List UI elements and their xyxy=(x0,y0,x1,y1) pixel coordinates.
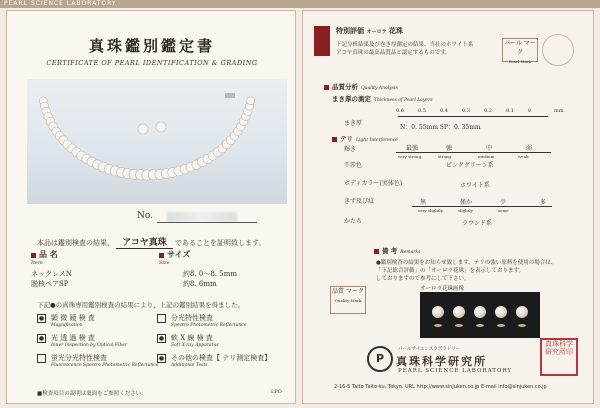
special-desc-1: 下記分析結果及び巻き厚測定の結果、当社のホワイト系 xyxy=(336,42,474,48)
scale-tick: 0.2 xyxy=(484,108,492,114)
aurora-pearl xyxy=(432,306,444,318)
size-value-2: 約8. 6mm xyxy=(183,280,217,288)
body-color-value: ホワイト系 xyxy=(460,182,490,189)
test-item: 分光特性検査 Spectro Photometric Reflectance xyxy=(157,313,247,328)
test-item: ● 光 透 過 検 査 Inner Inspection by Optical Fiber xyxy=(38,334,128,348)
item-label-en: Item xyxy=(31,260,43,266)
accent-bar xyxy=(314,26,330,56)
scale-tick: 0.3 xyxy=(462,108,470,114)
necklace-pearl xyxy=(247,97,255,105)
test-item: ● その他の検査【 テリ測定検査】 Additional Tests xyxy=(158,354,272,368)
remarks-line-2: 「下記総合評価」の「オーロラ花珠」を表示しております。 xyxy=(376,268,525,274)
surface-label: きず及び紋 xyxy=(344,198,375,205)
psl-logo-icon: P xyxy=(367,346,393,372)
result-value: アコヤ真珠 xyxy=(116,235,173,249)
size-value-1: 約8. 0～8. 5mm xyxy=(183,270,237,278)
nacre-unit: mm xyxy=(554,108,564,114)
shape-value: ラウンド系 xyxy=(462,220,493,227)
luster-label: テリ Light Interference xyxy=(332,134,398,143)
certificate-title: 真珠鑑別鑑定書 xyxy=(88,37,215,55)
test-item: ● 顕 微 鏡 検 査 Magnification xyxy=(38,314,95,328)
certificate-subtitle: CERTIFICATE OF PEARL IDENTIFICATION & GRADING xyxy=(46,59,258,67)
number-underline xyxy=(157,222,257,223)
quality-head: 品質分析 Quality Analysis xyxy=(324,82,398,91)
result-statement xyxy=(37,235,265,249)
remarks-item: オーロラ花珠画像 xyxy=(420,286,465,292)
size-label: サイズ Size xyxy=(159,249,191,266)
body-color-label: ボディカラー(実体色) xyxy=(344,180,403,187)
necklace-photo xyxy=(27,79,287,204)
scale-tick: 無 xyxy=(420,199,427,206)
pearl-mark-icon xyxy=(542,34,574,66)
earring-pearl xyxy=(156,122,166,132)
pearl-reflection xyxy=(455,324,463,327)
aurora-pearl-image xyxy=(420,292,540,338)
scale-tick: 0.1 xyxy=(506,108,514,114)
lab-kana: パールサイエンスラボラトリー xyxy=(398,347,461,352)
aurora-pearl xyxy=(453,306,465,318)
iridescence-label: 干渉色 xyxy=(344,162,363,169)
left-page xyxy=(6,10,296,404)
nacre-value: N：0. 55mm SP：0. 35mm xyxy=(400,124,481,131)
scale-tick: strong xyxy=(438,154,452,159)
scale-tick: 0.6 xyxy=(396,108,404,114)
scale-tick: 0.5 xyxy=(418,108,426,114)
scale-tick: 僅か xyxy=(460,199,473,206)
footnote: ■検査項目の説明は裏面をご参照ください。 xyxy=(37,391,147,397)
scale-tick: very strong xyxy=(398,154,422,159)
certificate-number-redacted xyxy=(167,212,237,222)
result-suffix: であることを証明致します。 xyxy=(175,239,266,247)
shape-label: かたち xyxy=(344,218,363,225)
pearl-mark-badge: パール マーク Pearl Mark xyxy=(502,38,538,62)
scale-tick: 0 xyxy=(528,108,532,114)
form-code: LPO xyxy=(271,389,282,395)
aurora-pearl xyxy=(474,306,486,318)
special-label: 特別評価 オーロラ 花珠 xyxy=(336,26,403,35)
lab-name-en: PEARL SCIENCE LABORATORY xyxy=(398,368,513,374)
nacre-value-label: まき厚 xyxy=(344,120,363,127)
earring-pearl xyxy=(138,124,148,134)
scale-tick: slightly xyxy=(458,208,473,213)
scale-tick: very slightly xyxy=(418,208,443,213)
scale-tick: 強 xyxy=(446,145,453,152)
luster-bar xyxy=(396,152,551,153)
nacre-label: まき厚の測定 Thickness of Pearl Layers xyxy=(332,95,433,103)
remarks-head: 備 考 Remarks xyxy=(374,246,420,255)
quality-mark-badge: 品質 マーク Quality Mark xyxy=(330,286,366,314)
lab-seal: 真珠科学研究所印 xyxy=(540,338,578,376)
clasp xyxy=(225,93,235,98)
pearl-reflection xyxy=(497,324,505,327)
pearl-reflection xyxy=(476,324,484,327)
test-intro: 下記●の真珠専用鑑別検査の結果により、上記の鑑別結果を得ました。 xyxy=(37,301,245,309)
certificate-number-label: No. xyxy=(137,211,153,221)
result-prefix: 本品は鑑別検査の結果、 xyxy=(37,239,114,247)
remarks-line-1: ●鑑別検査の結果をお知らせ致します。テリの強い原料を使用の場合は、 xyxy=(376,260,557,266)
item-label: 品 名 Item xyxy=(31,249,58,266)
scale-tick: 多 xyxy=(540,199,547,206)
scale-tick: 少 xyxy=(500,199,507,206)
size-label-en: Size xyxy=(159,260,170,266)
square-icon xyxy=(31,253,36,258)
scale-tick: weak xyxy=(518,154,529,159)
scale-tick: 最強 xyxy=(406,145,419,152)
aurora-pearl xyxy=(495,306,507,318)
scale-tick: 0.4 xyxy=(440,108,448,114)
aurora-pearl xyxy=(516,306,528,318)
special-desc-2: アコヤ真珠の最高品質品と認定するものです。 xyxy=(336,50,451,56)
shine-label: 輝き xyxy=(344,146,357,153)
remarks-line-3: しておりますので参考にして下さい。 xyxy=(376,276,470,282)
test-item: 蛍光分光特性検査 Fluorescence Spectro Photometric Reflectance xyxy=(37,353,158,368)
scale-tick: medium xyxy=(478,154,495,159)
lab-name: 真珠科学研究所 xyxy=(396,355,487,368)
test-item: ● 軟 X 線 検 査 Soft X-ray Apparatus xyxy=(158,334,219,348)
scale-tick: 弱 xyxy=(526,145,533,152)
pearl-reflection xyxy=(434,324,442,327)
surface-bar xyxy=(412,206,552,207)
lab-address: 2-16-5 Taito Taito-ku, Tokyo. URL http://www.sinjuken.co.jp E-mail info@sinjuken.co.jp xyxy=(334,384,547,390)
scale-tick: some xyxy=(498,208,509,213)
brand-header: PEARL SCIENCE LABORATORY xyxy=(4,0,117,7)
square-icon xyxy=(159,253,164,258)
scale-tick: 中 xyxy=(486,145,493,152)
iridescence-value: ピンクグリーン系 xyxy=(446,162,494,169)
nacre-bar xyxy=(398,116,548,117)
pearl-reflection xyxy=(518,324,526,327)
necklace-image xyxy=(27,79,287,204)
item-value-2: 脱核ペアSP xyxy=(31,280,69,288)
item-value-1: ネックレスN xyxy=(31,270,72,278)
